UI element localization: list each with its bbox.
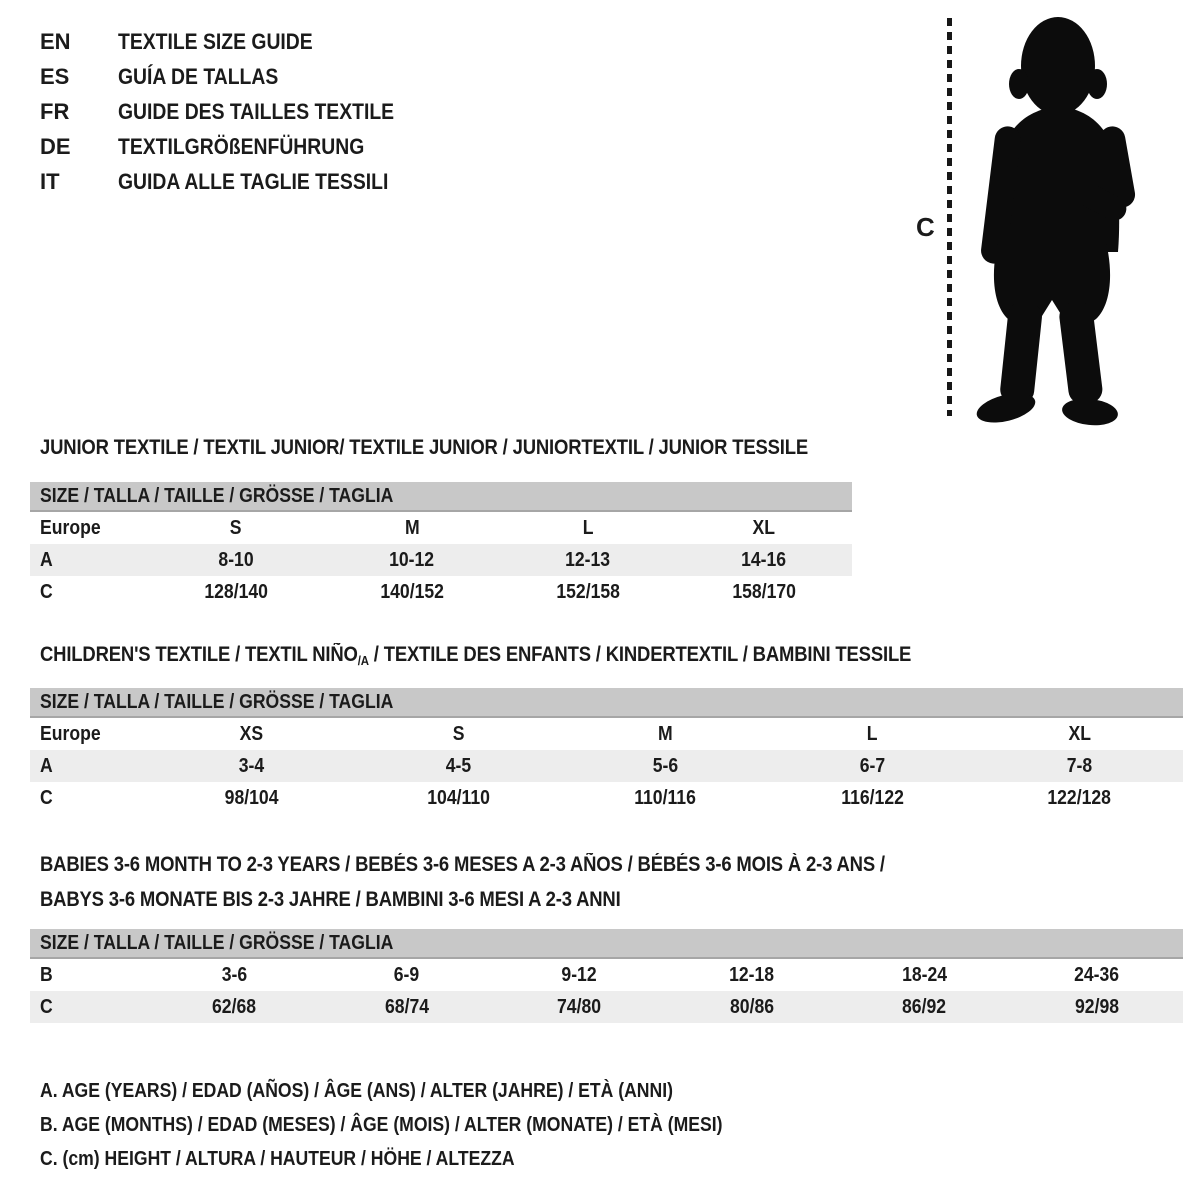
size-header-bar: SIZE / TALLA / TAILLE / GRÖSSE / TAGLIA: [30, 482, 852, 512]
row-label: A: [40, 755, 53, 777]
cell-value: 6-7: [859, 755, 886, 777]
cell-value: 140/152: [380, 581, 444, 603]
children-size-table: [30, 688, 1183, 814]
cell-value: 3-6: [221, 964, 247, 986]
language-title-list: [40, 24, 432, 199]
language-code: EN: [40, 29, 71, 54]
cell-value: 10-12: [389, 549, 435, 571]
guide-title: GUIDA ALLE TAGLIE TESSILI: [118, 169, 389, 194]
row-label: B: [40, 964, 53, 986]
cell-value: 5-6: [652, 755, 679, 777]
legend-line-a: A. AGE (YEARS) / EDAD (AÑOS) / ÂGE (ANS) / ALTER (JAHRE) / ETÀ (ANNI): [40, 1080, 673, 1102]
guide-title: TEXTILGRÖßENFÜHRUNG: [118, 134, 365, 159]
language-row: [40, 59, 432, 94]
row-label: Europe: [40, 723, 101, 745]
table-row: [30, 991, 1183, 1023]
language-code: DE: [40, 134, 71, 159]
guide-title: GUIDE DES TAILLES TEXTILE: [118, 99, 395, 124]
cell-value: 116/122: [841, 787, 904, 809]
language-row: [40, 94, 432, 129]
cell-value: 74/80: [557, 996, 602, 1018]
cell-value: 62/68: [212, 996, 257, 1018]
section-title-junior: JUNIOR TEXTILE / TEXTIL JUNIOR/ TEXTILE JUNIOR / JUNIORTEXTIL / JUNIOR TESSILE: [40, 436, 809, 459]
section-title-babies-line1: BABIES 3-6 MONTH TO 2-3 YEARS / BEBÉS 3-6 MESES A 2-3 AÑOS / BÉBÉS 3-6 MOIS À 2-3 ANS /: [40, 853, 885, 876]
babies-size-table: [30, 929, 1183, 1023]
guide-title: GUÍA DE TALLAS: [118, 64, 279, 89]
cell-value: L: [867, 723, 878, 745]
legend-line-c: C. (cm) HEIGHT / ALTURA / HAUTEUR / HÖHE / ALTEZZA: [40, 1148, 515, 1170]
table-row: [30, 782, 1183, 814]
measure-legend: [40, 1074, 816, 1176]
language-row: [40, 24, 432, 59]
cell-value: 158/170: [732, 581, 796, 603]
row-label: C: [40, 787, 53, 809]
height-measure-label: C: [916, 212, 935, 242]
cell-value: 24-36: [1074, 964, 1120, 986]
cell-value: 6-9: [394, 964, 420, 986]
section-title-babies-line2: BABYS 3-6 MONATE BIS 2-3 JAHRE / BAMBINI 3-6 MESI A 2-3 ANNI: [40, 888, 621, 911]
row-label: C: [40, 581, 53, 603]
cell-value: M: [658, 723, 673, 745]
table-row: [30, 544, 852, 576]
table-row: [30, 512, 852, 544]
cell-value: XL: [752, 517, 776, 539]
cell-value: 98/104: [224, 787, 279, 809]
cell-value: 7-8: [1066, 755, 1093, 777]
cell-value: 110/116: [634, 787, 697, 809]
table-row: [30, 959, 1183, 991]
nino-a-subscript: /A: [357, 653, 369, 668]
cell-value: 4-5: [445, 755, 472, 777]
cell-value: 152/158: [556, 581, 620, 603]
cell-value: XL: [1068, 723, 1091, 745]
size-header-bar: SIZE / TALLA / TAILLE / GRÖSSE / TAGLIA: [30, 929, 1183, 959]
cell-value: 92/98: [1074, 996, 1119, 1018]
cell-value: 12-13: [565, 549, 611, 571]
language-code: FR: [40, 99, 70, 124]
cell-value: 80/86: [729, 996, 774, 1018]
junior-size-table: [30, 482, 852, 608]
language-row: [40, 164, 432, 199]
language-code: IT: [40, 169, 60, 194]
height-measure-dashed-line: [947, 18, 952, 416]
cell-value: 14-16: [741, 549, 787, 571]
cell-value: 86/92: [902, 996, 947, 1018]
language-row: [40, 129, 432, 164]
cell-value: 18-24: [901, 964, 947, 986]
cell-value: S: [230, 517, 242, 539]
cell-value: M: [404, 517, 420, 539]
row-label: Europe: [40, 517, 101, 539]
cell-value: S: [452, 723, 465, 745]
cell-value: 9-12: [561, 964, 597, 986]
cell-value: 68/74: [384, 996, 429, 1018]
table-row: [30, 718, 1183, 750]
cell-value: 12-18: [729, 964, 775, 986]
cell-value: 128/140: [204, 581, 268, 603]
baby-silhouette-icon: [958, 14, 1143, 429]
cell-value: XS: [239, 723, 264, 745]
cell-value: 8-10: [218, 549, 254, 571]
section-title-children: CHILDREN'S TEXTILE / TEXTIL NIÑO/A / TEXTILE DES ENFANTS / KINDERTEXTIL / BAMBINI TESSILE: [40, 643, 912, 668]
row-label: C: [40, 996, 53, 1018]
legend-line-b: B. AGE (MONTHS) / EDAD (MESES) / ÂGE (MOIS) / ALTER (MONATE) / ETÀ (MESI): [40, 1114, 723, 1136]
row-label: A: [40, 549, 53, 571]
size-header-bar: SIZE / TALLA / TAILLE / GRÖSSE / TAGLIA: [30, 688, 1183, 718]
table-row: [30, 750, 1183, 782]
cell-value: 104/110: [427, 787, 490, 809]
guide-title: TEXTILE SIZE GUIDE: [118, 29, 313, 54]
cell-value: L: [582, 517, 594, 539]
table-row: [30, 576, 852, 608]
cell-value: 3-4: [238, 755, 265, 777]
cell-value: 122/128: [1047, 787, 1112, 809]
language-code: ES: [40, 64, 70, 89]
